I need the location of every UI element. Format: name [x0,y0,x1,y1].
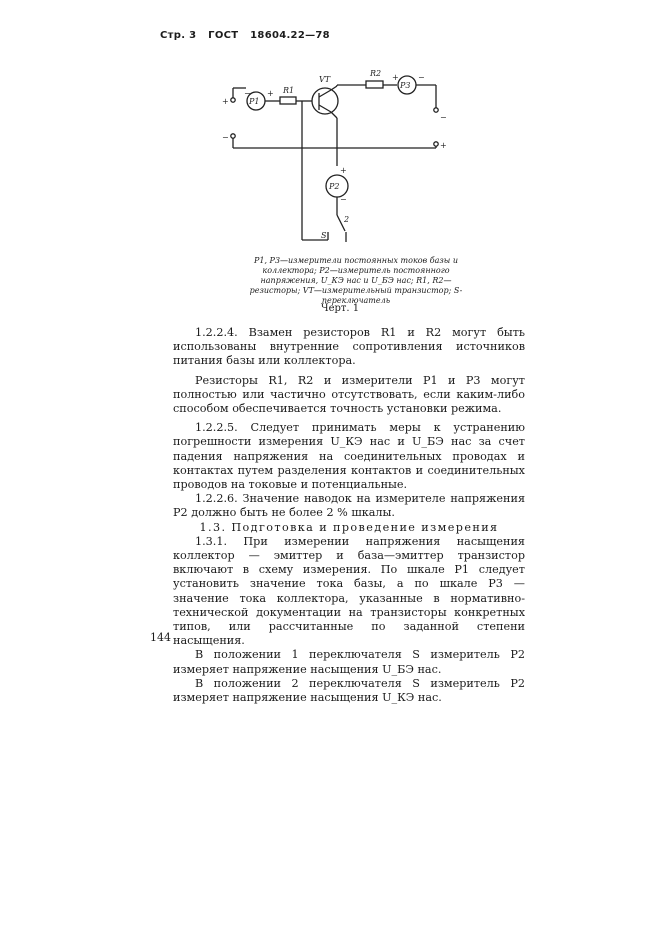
p1-label: P1 [249,97,260,106]
p2-label: P2 [329,182,340,191]
paragraph: 1.2.2.5. Следует принимать меры к устранению погрешности измерения U_КЭ нас и U_БЭ нас за счет падения напряжения на соединительных проводах и контактах путем разделения контактов и соединительных проводов на токовые и потенциальные. [173,421,525,492]
paragraph: Резисторы R1, R2 и измерители P1 и P3 могут полностью или частично отсутствовать, если каким-либо способом обеспечивается точность установки режима. [173,373,525,416]
standard-label: ГОСТ [208,30,239,41]
right-top-minus: − [440,113,447,122]
left-top-plus: + [222,97,229,106]
right-bottom-plus: + [440,141,447,150]
vt-label: VT [319,75,331,84]
paragraph: 1.3.1. При измерении напряжения насыщения коллектор — эмиттер и база—эмиттер транзистор включают в схему измерения. По шкале P1 следует установить значение тока базы, а по шкале P3 — значение тока коллектора, указанные в нормативно-технической документации на транзисторы конкретных типов, или рассчитанные по заданной степени насыщения. [173,534,525,648]
switch-pos2: 2 [344,215,350,224]
left-bottom-minus: − [222,133,229,142]
paragraph: 1.2.2.4. Взамен резисторов R1 и R2 могут быть использованы внутренние сопротивления источников питания базы или коллектора. [173,326,525,368]
left-bottom-terminal [231,134,235,138]
left-top-terminal [231,98,235,102]
transistor-vt [312,88,338,114]
page-label: Стр. 3 [160,30,197,41]
resistor-r1 [280,97,296,104]
p2-plus: + [340,166,347,175]
p3-label: P3 [400,81,411,90]
r2-label: R2 [370,69,382,78]
figure-title: Черт. 1 [320,303,360,314]
p2-minus: − [340,195,347,204]
p3-plus: + [392,73,399,82]
paragraph: В положении 2 переключателя S измеритель P2 измеряет напряжение насыщения U_КЭ нас. [173,676,525,705]
resistor-r2 [366,81,383,88]
paragraph: 1.2.2.6. Значение наводок на измерителе напряжения P2 должно быть не более 2 % шкалы. [173,492,525,520]
body-text [173,326,525,705]
page-number: 144 [150,631,171,644]
standard-number: 18604.22—78 [250,30,330,41]
p1-plus: + [267,89,274,98]
r1-label: R1 [283,86,295,95]
p3-minus: − [418,73,425,82]
page-header [160,30,338,41]
paragraph: В положении 1 переключателя S измеритель P2 измеряет напряжение насыщения U_БЭ нас. [173,648,525,676]
circuit-diagram [200,60,460,250]
right-bottom-terminal [434,142,438,146]
section-heading: 1.3. Подготовка и проведение измерения [199,520,499,534]
switch-s-label: S [321,231,327,240]
p1-minus: − [244,89,251,98]
right-top-terminal [434,108,438,112]
figure-caption: P1, P3—измерители постоянных токов базы и коллектора; P2—измеритель постоянного напряжения, U_КЭ нас и U_БЭ нас; R1, R2—резисторы; VT—измерительный транзистор; S- переключатель [249,256,463,305]
